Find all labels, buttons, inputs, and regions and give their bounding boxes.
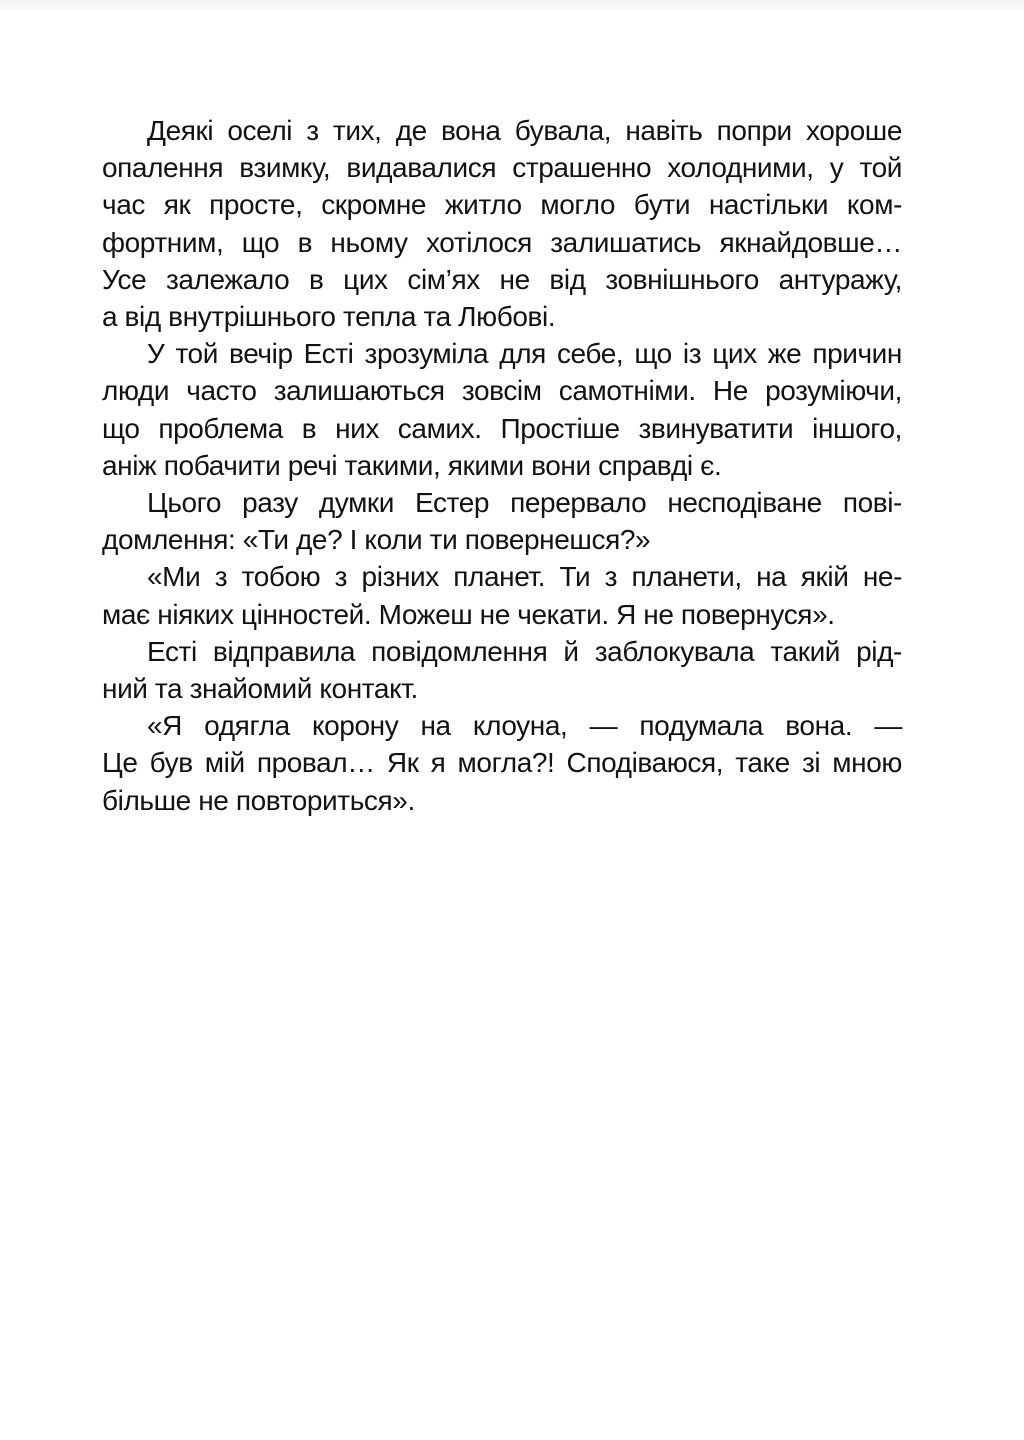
text-line: ний та знайомий контакт. [102,673,418,705]
page-content [102,112,902,819]
text-line: час як просте, скромне житло могло бути настільки ком- [102,189,902,221]
text-line: Деякі оселі з тих, де вона бувала, навіть попри хороше [147,115,902,146]
text-line: Есті відправила повідомлення й заблокувала такий рід- [147,635,902,667]
text-line: Це був мій провал… Як я могла?! Сподіваюся, таке зі мною [102,747,902,779]
paragraph [102,558,902,632]
scan-edge-shadow [0,0,1024,12]
text-line: має ніяких цінностей. Можеш не чекати. Я не повернуся». [102,598,835,630]
text-line: «Ми з тобою з різних планет. Ти з планети, на якій не- [147,561,902,593]
text-line: «Я одягла корону на клоуна, — подумала вона. — [147,710,902,742]
paragraph [102,633,902,707]
text-line: У той вечір Есті зрозуміла для себе, що із цих же причин [147,338,902,370]
text-line: Цього разу думки Естер перервало несподіване пові- [147,487,902,519]
text-line: а від внутрішнього тепла та Любові. [102,301,556,333]
paragraph [102,112,902,335]
text-line: більше не повториться». [102,784,415,816]
text-line: опалення взимку, видавалися страшенно холодними, у той [102,152,902,184]
text-line: фортним, що в ньому хотілося залишатись якнайдовше… [102,226,902,258]
paragraph [102,335,902,484]
paragraph [102,707,902,819]
paragraph [102,484,902,558]
text-line: що проблема в них самих. Простіше звинуватити іншого, [102,412,902,444]
text-line: люди часто залишаються зовсім самотніми. Не розуміючи, [102,375,902,407]
text-line: Усе залежало в цих сім’ях не від зовнішнього антуражу, [102,263,902,295]
text-line: домлення: «Ти де? І коли ти повернешся?» [102,524,651,556]
text-line: аніж побачити речі такими, якими вони справді є. [102,449,722,481]
